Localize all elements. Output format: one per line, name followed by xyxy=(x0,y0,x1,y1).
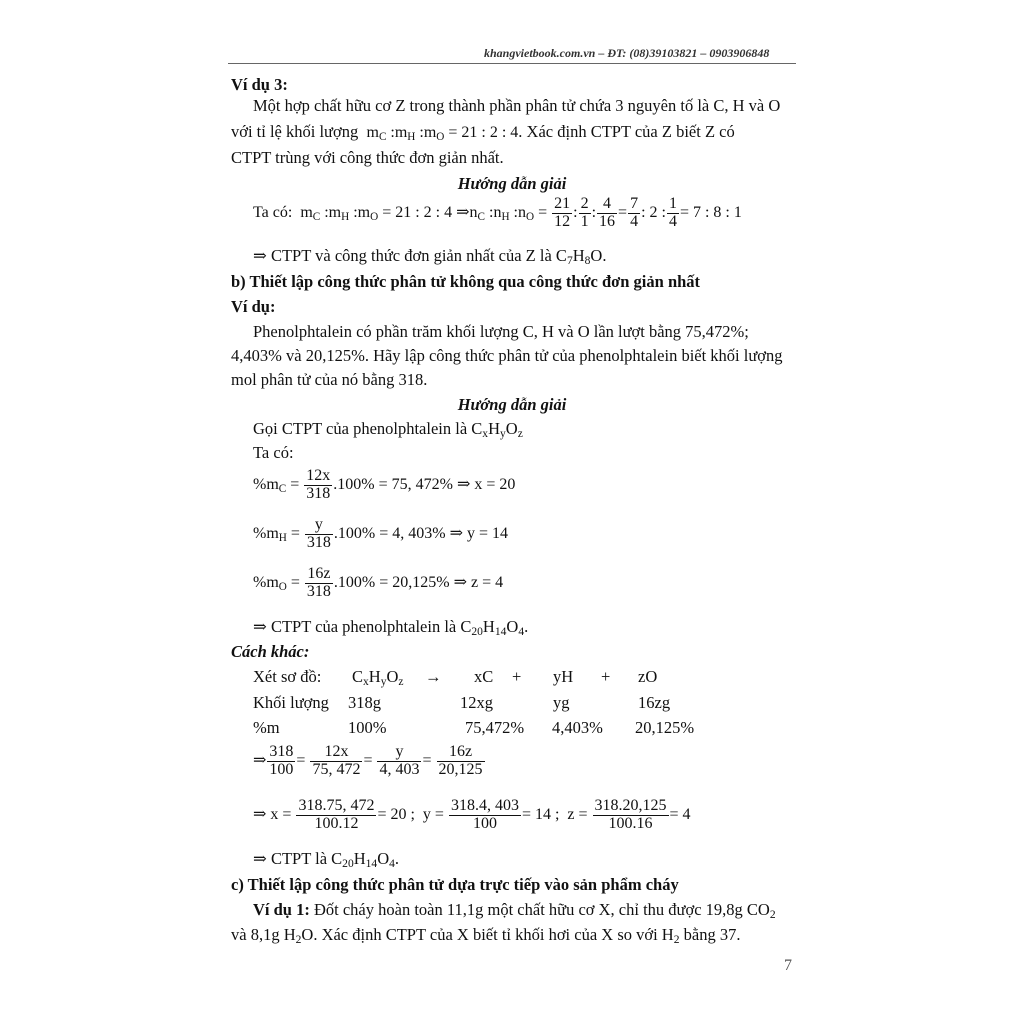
scheme-row-1-label: Xét sơ đồ: xyxy=(253,667,322,686)
percent-carbon-equation: $\%m_C$ = $\frac{12x}{318}$ .100% = 75, 472% ⇒ x = 20 xyxy=(253,467,516,502)
scheme-row-3-label: %m xyxy=(253,718,280,737)
formula-c7h8o: $C_7H_8O$ xyxy=(555,246,603,268)
scheme-row-2-c: 12xg xyxy=(460,693,493,712)
section-b-text-line-3: mol phân tử của nó bằng 318. xyxy=(231,370,428,389)
section-b-title: b) Thiết lập công thức phân tử không qua công thức đơn giản nhất xyxy=(231,272,701,291)
scheme-xc: xC xyxy=(474,667,494,686)
solution-xyz-equation: ⇒ x = $\frac{318.75, 472}{100.12}$ = 20 ; y = $\frac{318.4, 403}{100}$ = 14 ; z = $\frac{318.20,125}{100.16}$ = 4 xyxy=(253,797,691,832)
scheme-row-3-h: 4,403% xyxy=(552,718,603,737)
solution-heading-2: Hướng dẫn giải xyxy=(457,395,567,414)
formula-c20h14o4: $C_{20}H_{14}O_4$ xyxy=(460,617,525,639)
percent-oxygen-equation: $\%m_O$ = $\frac{16z}{318}$ .100% = 20,125% ⇒ z = 4 xyxy=(253,565,504,600)
section-c-title: c) Thiết lập công thức phân tử dựa trực tiếp vào sản phẩm cháy xyxy=(231,875,679,894)
alternative-conclusion: ⇒ CTPT là $C_{20}H_{14}O_4$. xyxy=(253,849,400,871)
mass-ratio: $m_C$ $:m_H$ $:m_O = 21$ : 2 : 4 xyxy=(366,124,519,144)
page-number: 7 xyxy=(784,957,792,974)
scheme-row-2-h: yg xyxy=(553,693,570,712)
section-b-example-label: Ví dụ: xyxy=(231,297,276,316)
example-3-title: Ví dụ 3: xyxy=(231,75,288,94)
scheme-arrow: → xyxy=(425,667,442,686)
scheme-row-3-total: 100% xyxy=(348,718,387,737)
example-3-text-line-2: với tỉ lệ khối lượng $m_C$ $:m_H$ $:m_O = 21$ : 2 : 4. Xác định CTPT của Z biết Z có xyxy=(231,122,735,144)
page-header: khangvietbook.com.vn – ĐT: (08)39103821 – 0903906848 xyxy=(484,46,770,60)
scheme-zo: zO xyxy=(638,667,658,686)
example-3-text-line-3: CTPT trùng với công thức đơn giản nhất. xyxy=(231,148,504,167)
scheme-row-2-label: Khối lượng xyxy=(253,693,329,712)
example-3-conclusion: ⇒ CTPT và công thức đơn giản nhất của Z là $C_7H_8O$. xyxy=(253,246,607,268)
section-b-text-line-1: Phenolphtalein có phần trăm khối lượng C, H và O lần lượt bằng 75,472%; xyxy=(253,322,749,341)
section-b-conclusion: ⇒ CTPT của phenolphtalein là $C_{20}H_{14}O_4$. xyxy=(253,617,529,639)
scheme-row-1-formula: $C_xH_yO_z$ xyxy=(352,667,404,689)
scheme-row-3-o: 20,125% xyxy=(635,718,695,737)
scheme-plus-1: + xyxy=(512,667,522,686)
formula-c20h14o4-alt: $C_{20}H_{14}O_4$ xyxy=(331,849,395,871)
scheme-plus-2: + xyxy=(601,667,611,686)
mole-ratio-equation: Ta có: $m_C$ $:m_H$ $:m_O = 21$ : 2 : 4 $\Rightarrow n_C$ $:n_H$ $:n_O$ = $\frac{21}{12}$ : $\frac{2}{1}$ : $\frac{4}{16}$ = $\frac{7}{4}$ : 2 : $\frac{1}{4}$ = 7 : 8 : 1 xyxy=(253,195,742,230)
taco-label: Ta có: xyxy=(253,443,294,462)
header-rule xyxy=(228,63,796,64)
percent-hydrogen-equation: $\%m_H$ = $\frac{y}{318}$ .100% = 4, 403% ⇒ y = 14 xyxy=(253,516,509,551)
section-c-example-line-1: Ví dụ 1: Đốt cháy hoàn toàn 11,1g một chất hữu cơ X, chỉ thu được 19,8g $CO_2$ xyxy=(253,900,776,922)
solution-heading-1: Hướng dẫn giải xyxy=(457,174,567,193)
proportion-equation: ⇒ $\frac{318}{100}$ = $\frac{12x}{75, 472}$ = $\frac{y}{4, 403}$ = $\frac{16z}{20,125}$ xyxy=(253,743,483,778)
scheme-row-2-total: 318g xyxy=(348,693,381,712)
general-formula-line: Gọi CTPT của phenolphtalein là $C_xH_yO_z$ xyxy=(253,419,523,441)
formula-cxhyoz: $C_xH_yO_z$ xyxy=(471,419,523,441)
scheme-yh: yH xyxy=(553,667,574,686)
example-3-text-line-1: Một hợp chất hữu cơ Z trong thành phần phân tử chứa 3 nguyên tố là C, H và O xyxy=(253,96,781,115)
section-b-text-line-2: 4,403% và 20,125%. Hãy lập công thức phân tử của phenolphtalein biết khối lượng xyxy=(231,346,783,365)
scheme-row-2-o: 16zg xyxy=(638,693,671,712)
section-c-example-line-2: và 8,1g $H_2O$. Xác định CTPT của X biết tỉ khối hơi của X so với $H_2$ bằng 37. xyxy=(231,925,741,947)
alternative-method-title: Cách khác: xyxy=(231,642,310,661)
scheme-row-3-c: 75,472% xyxy=(465,718,525,737)
